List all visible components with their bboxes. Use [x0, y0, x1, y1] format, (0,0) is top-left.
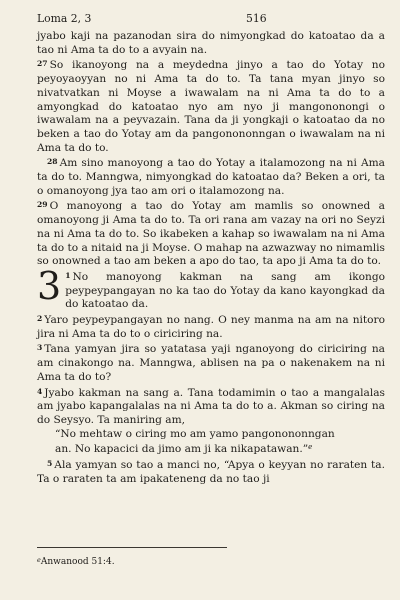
- footnote-text: Anwanood 51:4.: [40, 557, 115, 567]
- verse-28: 28 Am sino manoyong a tao do Yotay a italamozong na ni Ama ta do to. Manngwa, nimyongkad do katoatao da? Beken a ori, ta o omanoyong jya tao am ori o italamozong na.: [37, 157, 385, 197]
- quote-line: “No mehtaw o ciring mo am yamo pangonononngan: [55, 427, 335, 440]
- verse-3-4: 4 Jyabo kakman na sang a. Tana todamimin o tao a mangalalas am jyabo kapangalalas na ni Ama ta do to a. Akman so ciring na do Seysyo. Ta maniring am,: [37, 386, 385, 426]
- verse-number: 27: [37, 59, 48, 69]
- verse-number: 5: [47, 459, 53, 469]
- scripture-text: [37, 30, 385, 487]
- verse-number: 28: [47, 157, 58, 167]
- footnote: [37, 556, 115, 567]
- verse-29: 29 O manoyong a tao do Yotay am mamlis so onowned a omanoyong ji Ama ta do to. Ta ori rana am vazay na ori no Seyzi na ni Ama ta do to. So ikabeken a kahap so iwawalam na ni Ama ta do to a nitaid na ji Moyse. O mahap na azwazway no nimamlis so onowned a tao am beken a apo do tao, ta apo ji Ama ta do to.: [37, 200, 385, 268]
- verse-number: 29: [37, 200, 48, 210]
- page-header: [37, 12, 385, 28]
- footnote-marker[interactable]: e: [308, 443, 313, 452]
- verse-number: 1: [65, 270, 71, 280]
- chapter-number: 3: [37, 263, 62, 308]
- verse-continuation: jyabo kaji na pazanodan sira do nimyongkad do katoatao da a tao ni Ama ta do to a avyain na.: [37, 30, 385, 56]
- verse-number: 3: [37, 343, 43, 353]
- scripture-quote: [37, 428, 385, 457]
- verse-3-2: 2 Yaro peypeypangayan no nang. O ney manma na am na nitoro jira ni Ama ta do to o ciriciring na.: [37, 314, 385, 340]
- verse-number: 2: [37, 314, 43, 324]
- chapter-reference: Loma 2, 3: [37, 12, 92, 25]
- verse-number: 4: [37, 386, 43, 396]
- verse-3-1: 3 1 No manoyong kakman na sang am ikongo peypeypangayan no ka tao do Yotay da kano kayongkad da do katoatao da.: [37, 263, 385, 311]
- verse-3-5: 5 Ala yamyan so tao a manci no, “Apya o keyyan no raraten ta. Ta o raraten ta am ipakateneng da no tao ji: [37, 459, 385, 485]
- page-number: 516: [246, 12, 267, 25]
- footnote-mark: e: [37, 556, 41, 564]
- verse-27: 27 So ikanoyong na a meydedna jinyo a tao do Yotay no peyoyaoyyan no ni Ama ta do to. Ta tana myan jinyo so nivatvatkan ni Moyse a iwawalam na ni Ama ta do to a amyongkad do katoatao nyo am nyo ji mangononongi o iwawalam na a peyvazain. Tana da ji yongkaji o katoatao da no beken a tao do Yotay am da pangonononngan o iwawalam na ni Ama ta do to.: [37, 59, 385, 154]
- verse-3-3: 3 Tana yamyan jira so yatatasa yaji nganoyong do ciriciring na am cinakongo na. Manngwa, ablisen na pa o nakenakem na ni Ama ta do to?: [37, 343, 385, 383]
- quote-line: an. No kapacici da jimo am ji ka nikapatawan.”$^e$: [55, 443, 313, 456]
- footnote-divider: [37, 547, 227, 548]
